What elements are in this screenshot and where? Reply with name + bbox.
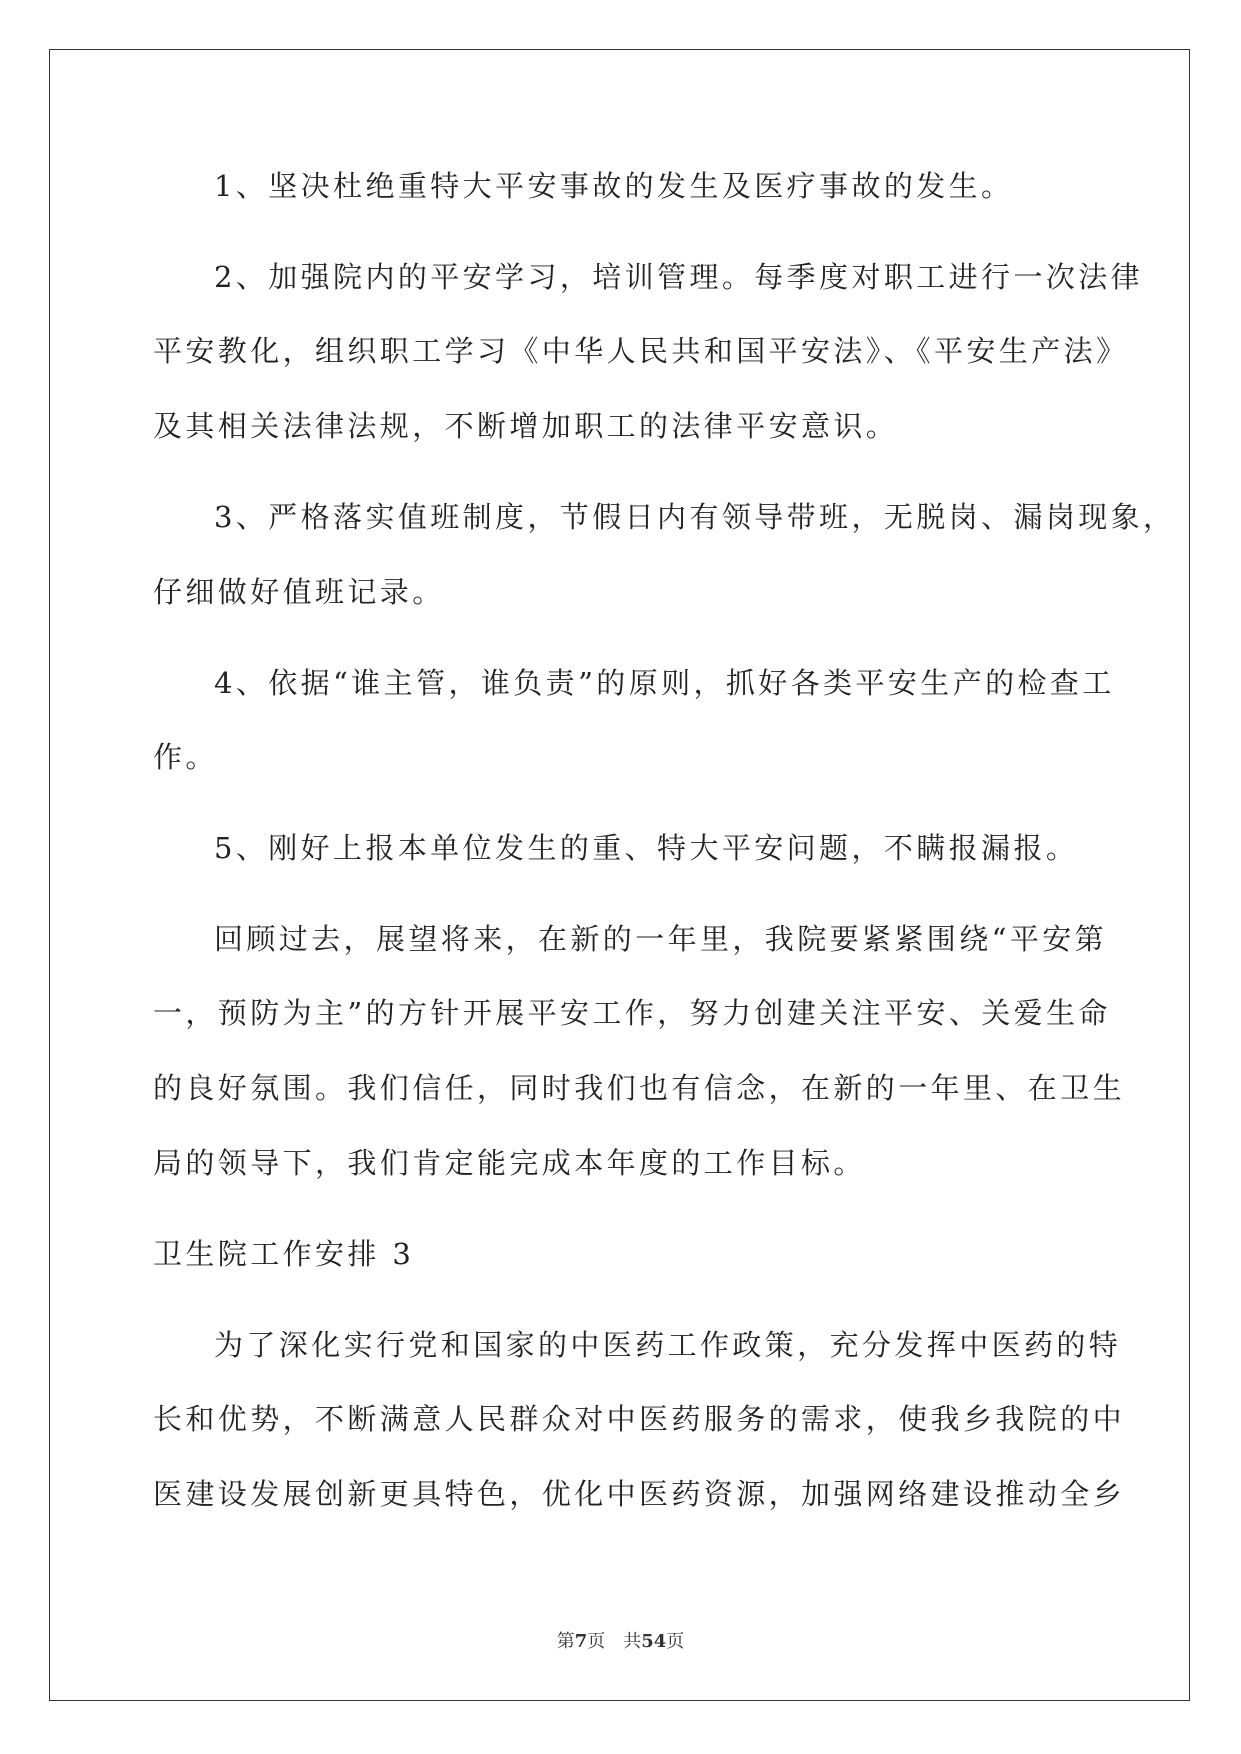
paragraph-line: 5、刚好上报本单位发生的重、特大平安问题，不瞒报漏报。 <box>214 831 1079 865</box>
paragraph-line: 及其相关法律法规，不断增加职工的法律平安意识。 <box>153 409 899 443</box>
paragraph-line: 的良好氛围。我们信任，同时我们也有信念，在新的一年里、在卫生 <box>153 1071 1126 1105</box>
page-prefix: 第 <box>556 1631 575 1652</box>
paragraph-line: 局的领导下，我们肯定能完成本年度的工作目标。 <box>153 1146 866 1180</box>
page-unit: 页 <box>587 1631 606 1652</box>
paragraph-line: 4、依据“谁主管，谁负责”的原则，抓好各类平安生产的检查工 <box>214 666 1115 700</box>
total-unit: 页 <box>666 1631 685 1652</box>
total-pages: 54 <box>641 1631 667 1652</box>
paragraph-line: 医建设发展创新更具特色，优化中医药资源，加强网络建设推动全乡 <box>153 1477 1126 1511</box>
paragraph-line: 为了深化实行党和国家的中医药工作政策，充分发挥中医药的特 <box>214 1328 1122 1362</box>
paragraph-line: 仔细做好值班记录。 <box>153 575 445 609</box>
section-heading: 卫生院工作安排 3 <box>153 1237 415 1271</box>
paragraph-line: 3、严格落实值班制度，节假日内有领导带班，无脱岗、漏岗现象， <box>214 500 1176 534</box>
page-number: 7 <box>574 1631 588 1652</box>
paragraph-line: 长和优势，不断满意人民群众对中医药服务的需求，使我乡我院的中 <box>153 1402 1126 1436</box>
paragraph-line: 一，预防为主”的方针开展平安工作，努力创建关注平安、关爱生命 <box>153 996 1111 1030</box>
paragraph-line: 2、加强院内的平安学习，培训管理。每季度对职工进行一次法律 <box>214 260 1144 294</box>
paragraph-line: 回顾过去，展望将来，在新的一年里，我院要紧紧围绕“平安第 <box>214 922 1108 956</box>
paragraph-line: 平安教化，组织职工学习《中华人民共和国平安法》、《平安生产法》 <box>153 334 1129 368</box>
page-footer <box>0 1630 1241 1654</box>
paragraph-line: 1、坚决杜绝重特大平安事故的发生及医疗事故的发生。 <box>214 169 1014 203</box>
total-prefix: 共 <box>623 1631 642 1652</box>
paragraph-line: 作。 <box>153 740 218 774</box>
